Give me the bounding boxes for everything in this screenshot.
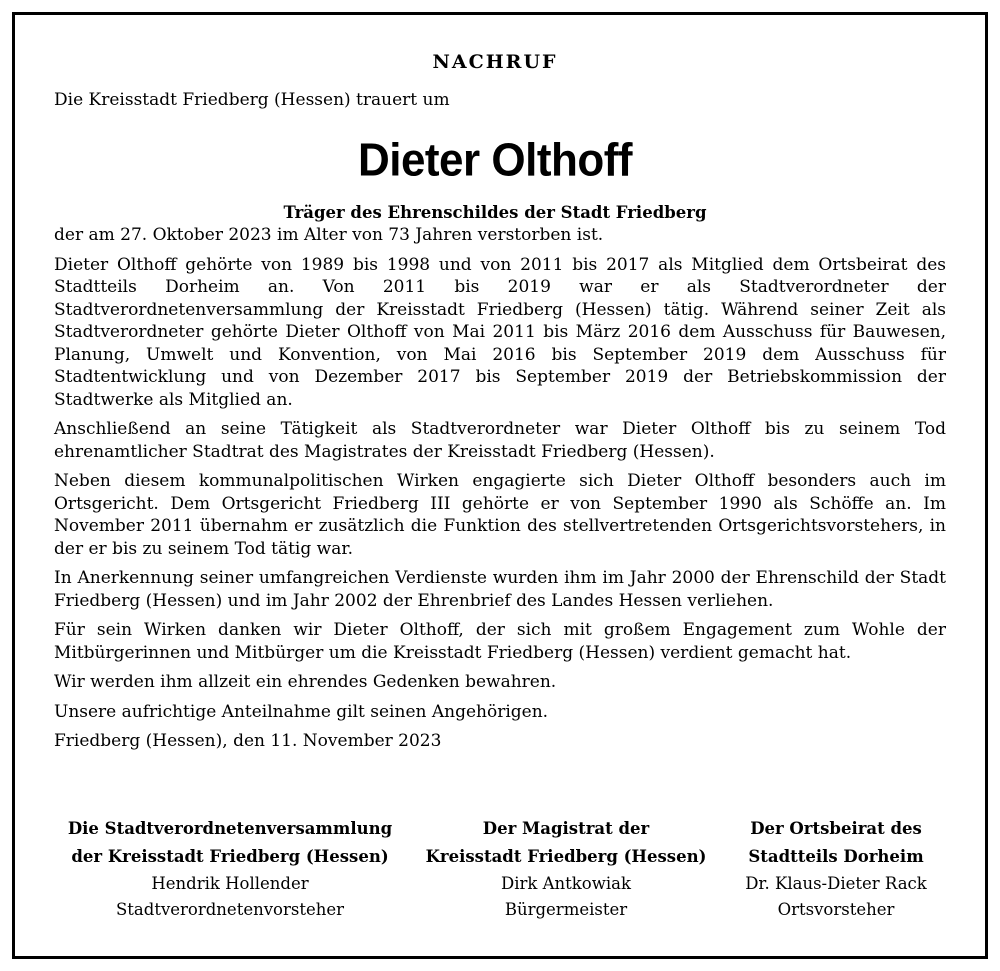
place-date: Friedberg (Hessen), den 11. November 2023 [54,731,442,751]
body-paragraph-condolence: Unsere aufrichtige Anteilnahme gilt seinen Angehörigen. [54,701,549,722]
body-paragraph-career: Dieter Olthoff gehörte von 1989 bis 1998 und von 2011 bis 2017 als Mitglied dem Ortsbeirat des Stadtteils Dorheim an. Von 2011 bis 2019 war er als Stadtverordneter der Stadtverordnetenversammlung der Kreisstadt Friedberg (Hessen) tätig. Während seiner Zeit als Stadtverordneter gehörte Dieter Olthoff von Mai 2011 bis März 2016 dem Ausschuss für Bauwesen, Planung, Umwelt und Konvention, von Mai 2016 bis September 2019 dem Ausschuss für Stadtentwicklung und von Dezember 2017 bis September 2019 der Betriebskommission der Stadtwerke als Mitglied an. [54,254,946,410]
signature-role: Bürgermeister [504,900,628,919]
signature-org-line: Die Stadtverordnetenversammlung [67,819,393,838]
signature-person: Dr. Klaus-Dieter Rack [745,874,927,893]
obituary-notice [44,40,946,760]
signature-org-line: Der Ortsbeirat des [750,819,922,838]
honor-title: Träger des Ehrenschildes der Stadt Friedberg [283,203,707,222]
signature-magistrat [416,815,716,923]
signature-org-line: der Kreisstadt Friedberg (Hessen) [71,847,389,866]
body-paragraph-death: der am 27. Oktober 2023 im Alter von 73 Jahren verstorben ist. [54,225,604,245]
signature-org-line: Stadtteils Dorheim [748,847,924,866]
body-paragraph-ortsgericht: Neben diesem kommunalpolitischen Wirken engagierte sich Dieter Olthoff besonders auch im Ortsgericht. Dem Ortsgericht Friedberg III gehörte er von September 1990 als Schöffe an. Im November 2011 übernahm er zusätzlich die Funktion des stellvertretenden Ortsgerichtsvorstehers, in der er bis zu seinem Tod tätig war. [54,471,946,559]
intro-line: Die Kreisstadt Friedberg (Hessen) trauert um [54,90,450,110]
signature-org-line: Kreisstadt Friedberg (Hessen) [425,847,707,866]
body-paragraph-remembrance: Wir werden ihm allzeit ein ehrendes Gedenken bewahren. [54,672,557,692]
body-paragraph-thanks: Für sein Wirken danken wir Dieter Olthoff, der sich mit großem Engagement zum Wohle der Mitbürgerinnen und Mitbürger um die Kreisstadt Friedberg (Hessen) verdient gemacht hat. [54,620,946,663]
signature-role: Stadtverordnetenvorsteher [115,900,345,919]
signature-org-line: Der Magistrat der [482,819,650,838]
signature-ortsbeirat [716,815,956,923]
notice-body [54,224,946,753]
notice-heading: NACHRUF [432,51,558,73]
signature-block [44,815,956,923]
signature-stadtverordnetenversammlung [44,815,416,923]
body-paragraph-awards: In Anerkennung seiner umfangreichen Verdienste wurden ihm im Jahr 2000 der Ehrenschild der Stadt Friedberg (Hessen) und im Jahr 2002 der Ehrenbrief des Landes Hessen verliehen. [54,568,946,611]
signature-role: Ortsvorsteher [777,900,895,919]
signature-person: Dirk Antkowiak [501,874,631,893]
body-paragraph-stadtrat: Anschließend an seine Tätigkeit als Stadtverordneter war Dieter Olthoff bis zu seinem Tod ehrenamtlicher Stadtrat des Magistrates der Kreisstadt Friedberg (Hessen). [54,419,946,462]
deceased-name: Dieter Olthoff [357,134,633,187]
signature-person: Hendrik Hollender [151,874,309,893]
